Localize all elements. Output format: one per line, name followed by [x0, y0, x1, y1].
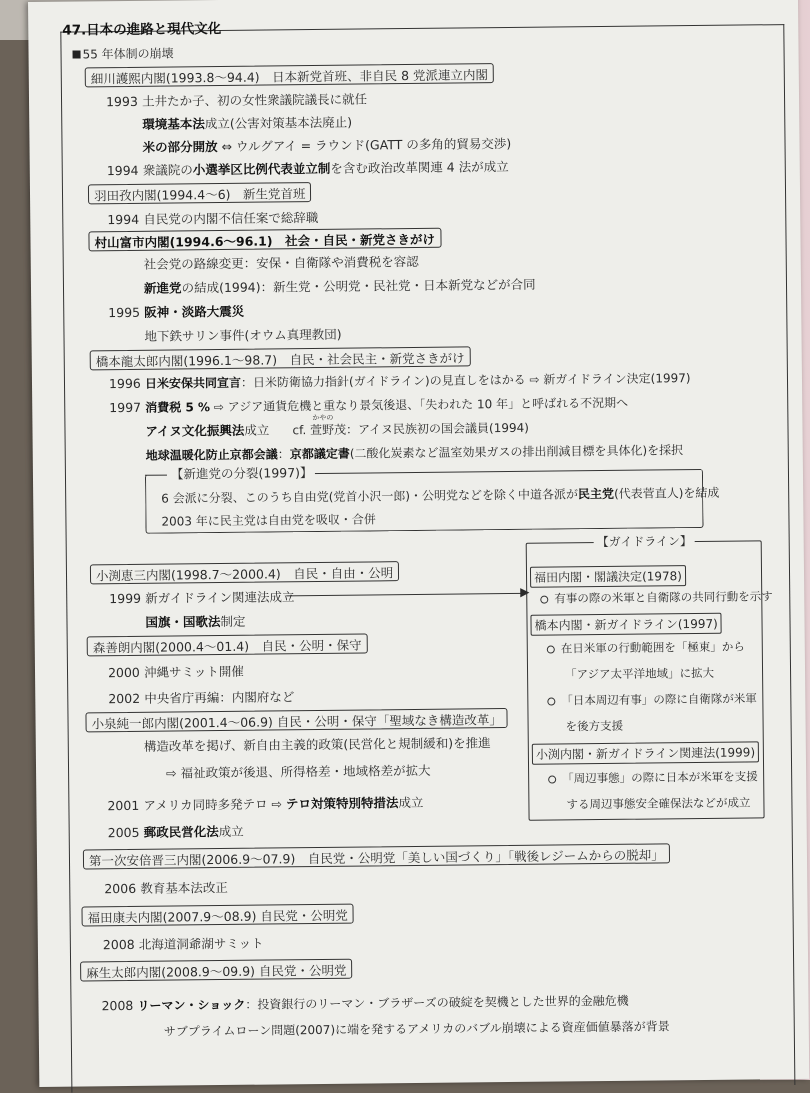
year-2008: 2008 [102, 936, 135, 953]
cabinet-murayama: 村山富市内閣(1994.6〜96.1) 社会・自民・新党さきがけ [88, 228, 441, 252]
year-1994b: 1994 [107, 211, 140, 228]
year-1996: 1996 [108, 375, 141, 392]
event-terror-law: アメリカ同時多発テロ ⇨ テロ対策特別特措法成立 [143, 794, 424, 813]
event-ministry-reform: 中央省庁再編：内閣府など [144, 689, 295, 706]
guideline-title: 【ガイドライン】 [594, 533, 695, 550]
event-electoral-reform: 衆議院の小選挙区比例代表並立制を含む政治改革関連 4 法が成立 [142, 158, 509, 178]
split-line-1: 6 会派に分裂、このうち自由党(党首小沢一郎)・公明党などを除く中道各派が民主党(代表菅直人)を結成 [161, 485, 720, 506]
event-shinshinto: 新進党の結成(1994)：新生党・公明党・民社党・日本新党などが合同 [143, 276, 536, 296]
event-flag-law: 国旗・国歌法制定 [145, 613, 246, 630]
circle-bullet-icon [547, 645, 555, 653]
event-earthquake: 阪神・淡路大震災 [144, 303, 245, 320]
event-kayano: cf. 萱野茂：アイヌ民族初の国会議員(1994) [292, 420, 529, 438]
event-postal: 郵政民営化法成立 [143, 823, 244, 840]
guideline-point-4b: する周辺事態安全確保法などが成立 [566, 795, 751, 812]
guideline-point-1: 有事の際の米軍と自衛隊の共同行動を示す [540, 588, 773, 606]
event-subprime: サブプライムローン問題(2007)に端を発するアメリカのバブル崩壊による資産価値暴落が背景 [163, 1019, 670, 1039]
event-sarin: 地下鉄サリン事件(オウム真理教団) [144, 326, 342, 344]
year-2000: 2000 [107, 664, 140, 681]
year-1997: 1997 [109, 399, 142, 416]
cabinet-hosokawa: 細川護熙内閣(1993.8〜94.4) 日本新党首班、非自民 8 党派連立内閣 [85, 63, 494, 87]
event-ainu-law: アイヌ文化振興法成立 [145, 422, 270, 439]
guideline-point-3: 「日本周辺有事」の際に自衛隊が米軍 [547, 690, 757, 708]
year-2002: 2002 [108, 690, 141, 707]
guideline-point-4: 「周辺事態」の際に日本が米軍を支援 [548, 768, 758, 786]
event-doi: 土井たか子、初の女性衆議院議長に就任 [141, 91, 368, 109]
event-guideline-law: 新ガイドライン関連法成立 [145, 589, 295, 606]
guideline-obuchi: 小渕内閣・新ガイドライン関連法(1999) [532, 741, 759, 764]
guideline-point-3b: を後方支援 [565, 718, 624, 734]
event-kyoto: 地球温暖化防止京都会議：京都議定書(二酸化炭素など温室効果ガスの排出削減目標を具体化)を採択 [145, 443, 684, 463]
year-2005: 2005 [107, 824, 140, 841]
document-page [28, 0, 809, 1087]
event-okinawa-summit: 沖縄サミット開催 [143, 663, 244, 680]
year-2006: 2006 [104, 880, 137, 897]
event-structural-reform: 構造改革を掲げ、新自由主義的政策(民営化と規制緩和)を推進 [143, 735, 491, 754]
split-box-title: 【新進党の分裂(1997)】 [169, 465, 315, 483]
furigana-kayano: かやの [312, 413, 334, 423]
circle-bullet-icon [547, 697, 555, 705]
year-1994: 1994 [106, 162, 139, 179]
year-2008b: 2008 [101, 997, 134, 1014]
event-security-declaration: 日米安保共同宣言：日米防衛協力指針(ガイドライン)の見直しをはかる ⇨ 新ガイドライン決定(1997) [144, 371, 691, 391]
event-consumption-tax: 消費税 5 % ⇨ アジア通貨危機と重なり景気後退、「失われた 10 年」と呼ばれる不況期へ [145, 395, 629, 415]
cabinet-aso: 麻生太郎内閣(2008.9〜09.9) 自民党・公明党 [80, 959, 353, 982]
year-1995: 1995 [108, 304, 141, 321]
cabinet-abe: 第一次安倍晋三内閣(2006.9〜07.9) 自民党・公明党「美しい国づくり」「戦後レジームからの脱却」 [83, 843, 670, 869]
split-line-2: 2003 年に民主党は自由党を吸収・合併 [161, 512, 376, 529]
event-lehman: リーマン・ショック：投資銀行のリーマン・ブラザーズの破綻を契機とした世界的金融危機 [137, 993, 629, 1013]
cabinet-koizumi: 小泉純一郎内閣(2001.4〜06.9) 自民・公明・保守「聖域なき構造改革」 [85, 708, 507, 732]
event-resign: 自民党の内閣不信任案で総辞職 [143, 209, 319, 227]
guideline-hashimoto: 橋本内閣・新ガイドライン(1997) [530, 613, 721, 636]
cabinet-mori: 森善朗内閣(2000.4〜01.4) 自民・公明・保守 [87, 633, 368, 656]
page-title: 47.日本の進路と現代文化 [62, 20, 222, 39]
event-socialist-shift: 社会党の路線変更：安保・自衛隊や消費税を容認 [143, 253, 419, 272]
year-1999: 1999 [109, 590, 142, 607]
cabinet-fukuda: 福田康夫内閣(2007.9〜08.9) 自民党・公明党 [81, 904, 354, 927]
event-welfare: ⇨ 福祉政策が後退、所得格差・地域格差が拡大 [166, 762, 431, 781]
guideline-point-2b: 「アジア太平洋地域」に拡大 [564, 665, 715, 682]
event-rice: 米の部分開放 ⇔ ウルグアイ = ラウンド(GATT の多角的貿易交渉) [142, 135, 512, 155]
arrow-head-icon: ▶ [520, 584, 530, 599]
cabinet-hata: 羽田孜内閣(1994.4〜6) 新生党首班 [88, 182, 312, 204]
circle-bullet-icon [540, 595, 548, 603]
event-education-law: 教育基本法改正 [140, 879, 228, 896]
event-toyako-summit: 北海道洞爺湖サミット [138, 935, 264, 952]
cabinet-hashimoto: 橋本龍太郎内閣(1996.1〜98.7) 自民・社会民主・新党さきがけ [90, 346, 471, 370]
square-bullet-icon [73, 50, 81, 58]
year-2001: 2001 [107, 797, 140, 814]
cabinet-obuchi: 小渕恵三内閣(1998.7〜2000.4) 自民・自由・公明 [90, 561, 399, 584]
event-env-law: 環境基本法成立(公害対策基本法廃止) [142, 114, 353, 132]
section-heading: 55 年体制の崩壊 [72, 45, 173, 62]
circle-bullet-icon [548, 775, 556, 783]
guideline-point-2: 在日米軍の行動範囲を「極東」から [547, 639, 745, 657]
guideline-fukuda: 福田内閣・閣議決定(1978) [530, 565, 686, 588]
year-1993: 1993 [105, 93, 138, 110]
